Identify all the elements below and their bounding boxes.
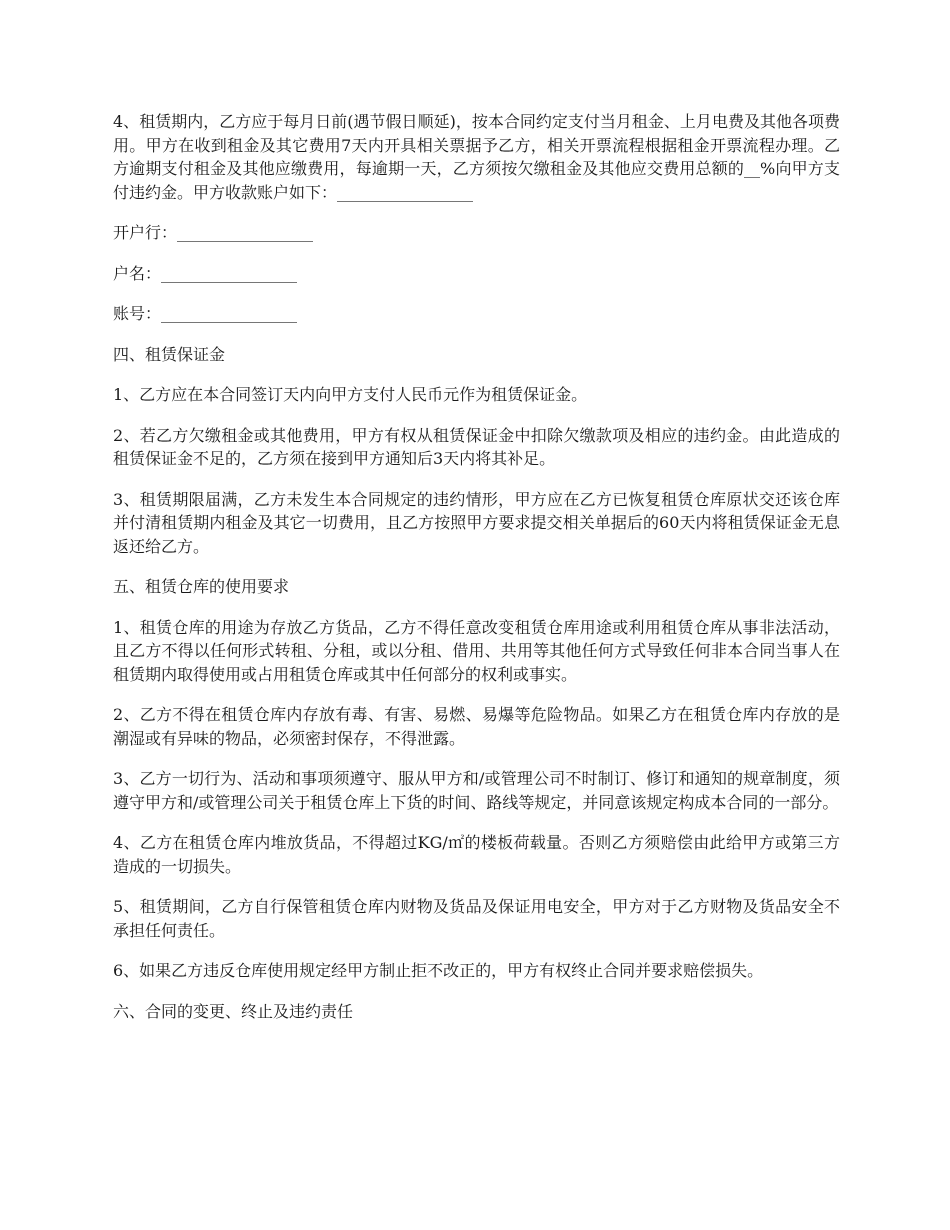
clause-4-rent-payment: 4、租赁期内，乙方应于每月日前(遇节假日顺延)，按本合同约定支付当月租金、上月电费及其他各项费用。甲方在收到租金及其它费用7天内开具相关票据予乙方，相关开票流程根据租金开票流程办理。乙方逾期支付租金及其他应缴费用，每逾期一天，乙方须按欠缴租金及其他应交费用总额的__%向甲方支付违约金。甲方收款账户如下：_________________	[113, 112, 840, 202]
account-number-line: 账号：_________________	[113, 304, 298, 323]
bank-name-line: 开户行：_________________	[113, 223, 314, 242]
deposit-clause-1: 1、乙方应在本合同签订天内向甲方支付人民币元作为租赁保证金。	[113, 385, 588, 404]
section-heading-changes: 六、合同的变更、终止及违约责任	[113, 1001, 354, 1021]
usage-clause-3: 3、乙方一切行为、活动和事项须遵守、服从甲方和/或管理公司不时制订、修订和通知的规章制度，须遵守甲方和/或管理公司关于租赁仓库上下货的时间、路线等规定，并同意该规定构成本合同的一部分。	[113, 769, 840, 812]
usage-clause-4: 4、乙方在租赁仓库内堆放货品，不得超过KG/㎡的楼板荷载量。否则乙方须赔偿由此给甲方或第三方造成的一切损失。	[113, 833, 840, 876]
section-heading-deposit: 四、租赁保证金	[113, 344, 226, 364]
deposit-clause-3: 3、租赁期限届满，乙方未发生本合同规定的违约情形，甲方应在乙方已恢复租赁仓库原状交还该仓库并付清租赁期内租金及其它一切费用，且乙方按照甲方要求提交相关单据后的60天内将租赁保证金无息返还给乙方。	[113, 489, 840, 556]
section-heading-usage: 五、租赁仓库的使用要求	[113, 577, 290, 596]
document-page	[113, 110, 840, 1040]
usage-clause-2: 2、乙方不得在租赁仓库内存放有毒、有害、易燃、易爆等危险物品。如果乙方在租赁仓库内存放的是潮湿或有异味的物品，必须密封保存，不得泄露。	[113, 705, 840, 748]
usage-clause-1: 1、租赁仓库的用途为存放乙方货品，乙方不得任意改变租赁仓库用途或利用租赁仓库从事非法活动，且乙方不得以任何形式转租、分租，或以分租、借用、共用等其他任何方式导致任何非本合同当事人在租赁期内取得使用或占用租赁仓库或其中任何部分的权利或事实。	[113, 617, 840, 684]
usage-clause-5: 5、租赁期间，乙方自行保管租赁仓库内财物及货品及保证用电安全，甲方对于乙方财物及货品安全不承担任何责任。	[113, 897, 840, 940]
usage-clause-6: 6、如果乙方违反仓库使用规定经甲方制止拒不改正的，甲方有权终止合同并要求赔偿损失。	[113, 961, 764, 980]
account-name-line: 户名：_________________	[113, 263, 298, 283]
deposit-clause-2: 2、若乙方欠缴租金或其他费用，甲方有权从租赁保证金中扣除欠缴款项及相应的违约金。由此造成的租赁保证金不足的，乙方须在接到甲方通知后3天内将其补足。	[113, 425, 840, 468]
